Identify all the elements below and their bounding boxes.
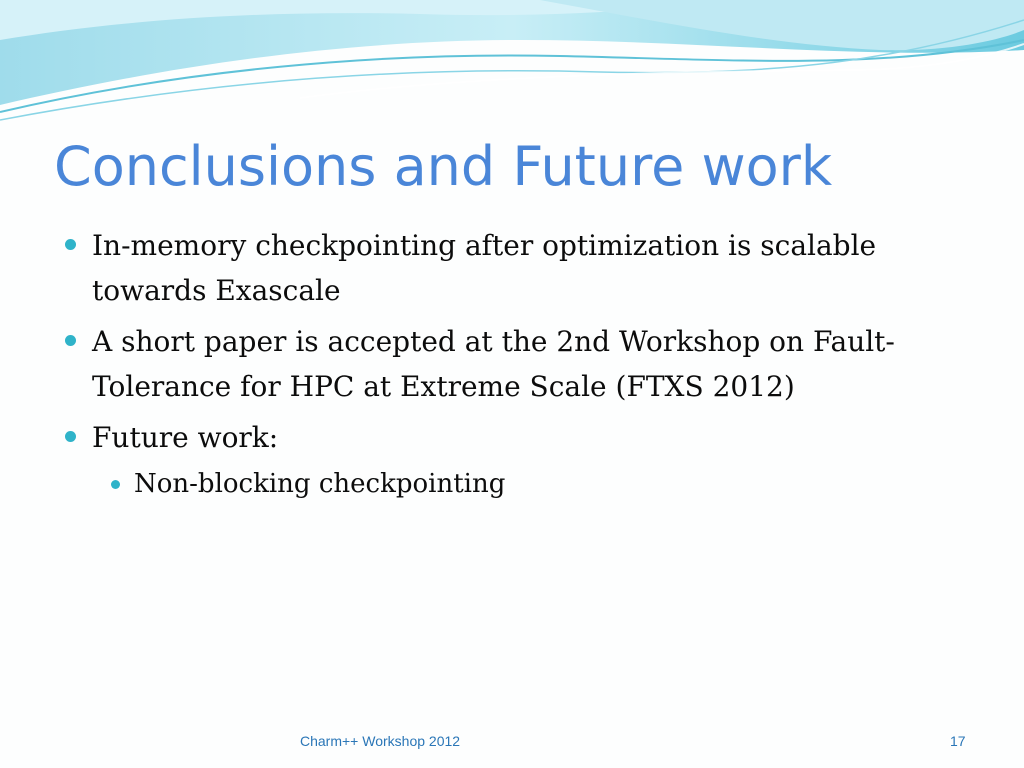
bullet-dot-icon [65, 335, 76, 346]
bullet-text: Future work: [92, 421, 279, 454]
bullet-text: A short paper is accepted at the 2nd Workshop on Fault-Tolerance for HPC at Extreme Scale (FTXS 2012) [92, 325, 895, 403]
sub-bullet-dot-icon [111, 480, 120, 489]
bullet-text: In-memory checkpointing after optimization is scalable towards Exascale [92, 229, 877, 307]
bullet-list [62, 223, 982, 510]
footer-center-text: Charm++ Workshop 2012 [300, 733, 461, 749]
bullet-dot-icon [65, 239, 76, 250]
bullet-item [62, 319, 982, 409]
sub-bullet-list [92, 464, 982, 504]
bullet-dot-icon [65, 431, 76, 442]
header-wave-decoration [0, 0, 1024, 130]
bullet-item [62, 415, 982, 504]
slide-title: Conclusions and Future work [54, 135, 833, 198]
slide-number: 17 [950, 733, 966, 749]
sub-bullet-text: Non-blocking checkpointing [134, 469, 506, 499]
sub-bullet-item [92, 464, 982, 504]
bullet-item [62, 223, 982, 313]
